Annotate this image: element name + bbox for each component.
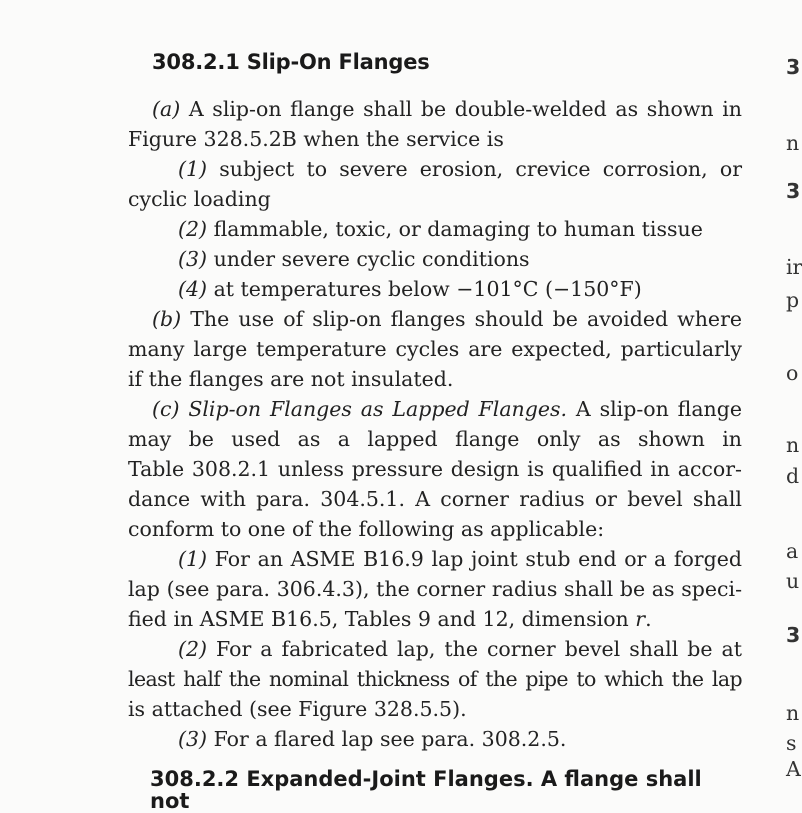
adjacent-column-fragment: n <box>786 433 800 457</box>
item-3: (3) under severe cyclic conditions <box>178 247 530 271</box>
section-heading: 308.2.1 Slip-On Flanges <box>152 50 430 74</box>
item-1-line-2: cyclic loading <box>128 187 271 211</box>
paragraph-b-line-2: many large temperature cycles are expected, particularly <box>128 337 742 361</box>
adjacent-column-fragment: u <box>786 569 800 593</box>
item-4: (4) at temperatures below −101°C (−150°F) <box>178 277 642 301</box>
adjacent-column-fragment: a <box>786 539 799 563</box>
adjacent-column-fragment: A <box>786 757 801 781</box>
adjacent-column-fragment: 3 <box>786 623 801 647</box>
paragraph-b-line-3: if the flanges are not insulated. <box>128 367 454 391</box>
c-item-2-line-1: (2) For a fabricated lap, the corner bevel shall be at <box>178 637 742 661</box>
adjacent-column-fragment: p <box>786 288 800 312</box>
paragraph-c-line-2: may be used as a lapped flange only as shown in <box>128 427 742 451</box>
paragraph-a-line-1: (a) A slip-on flange shall be double-welded as shown in <box>152 97 742 121</box>
paragraph-c-line-4: dance with para. 304.5.1. A corner radius or bevel shall <box>128 487 742 511</box>
c-item-1-line-1: (1) For an ASME B16.9 lap joint stub end or a forged <box>178 547 742 571</box>
c-item-2-line-3: is attached (see Figure 328.5.5). <box>128 697 467 721</box>
adjacent-column-fragment: 3 <box>786 55 801 79</box>
paragraph-c-line-5: conform to one of the following as applicable: <box>128 517 605 541</box>
adjacent-column-fragment: s <box>786 731 797 755</box>
adjacent-column-fragment: o <box>786 361 799 385</box>
next-heading-cutoff: 308.2.2 Expanded-Joint Flanges. A flange shall not <box>150 767 702 813</box>
c-item-2-line-2: least half the nominal thickness of the pipe to which the lap <box>128 667 742 691</box>
adjacent-column-fragment: 3 <box>786 179 801 203</box>
adjacent-column-fragment: n <box>786 701 800 725</box>
paragraph-c-line-3: Table 308.2.1 unless pressure design is qualified in accor- <box>128 457 742 481</box>
item-2: (2) flammable, toxic, or damaging to human tissue <box>178 217 703 241</box>
c-item-3: (3) For a flared lap see para. 308.2.5. <box>178 727 567 751</box>
adjacent-column-fragment: d <box>786 464 800 488</box>
item-1-line-1: (1) subject to severe erosion, crevice corrosion, or <box>178 157 742 181</box>
c-item-1-line-2: lap (see para. 306.4.3), the corner radius shall be as speci- <box>128 577 742 601</box>
adjacent-column-fragment: ir <box>786 255 802 279</box>
paragraph-a-line-2: Figure 328.5.2B when the service is <box>128 127 504 151</box>
paragraph-c-line-1: (c) Slip-on Flanges as Lapped Flanges. A slip-on flange <box>152 397 743 421</box>
c-item-1-line-3: fied in ASME B16.5, Tables 9 and 12, dimension r. <box>128 607 652 631</box>
paragraph-b-line-1: (b) The use of slip-on flanges should be avoided where <box>152 307 742 331</box>
adjacent-column-fragment: n <box>786 131 800 155</box>
